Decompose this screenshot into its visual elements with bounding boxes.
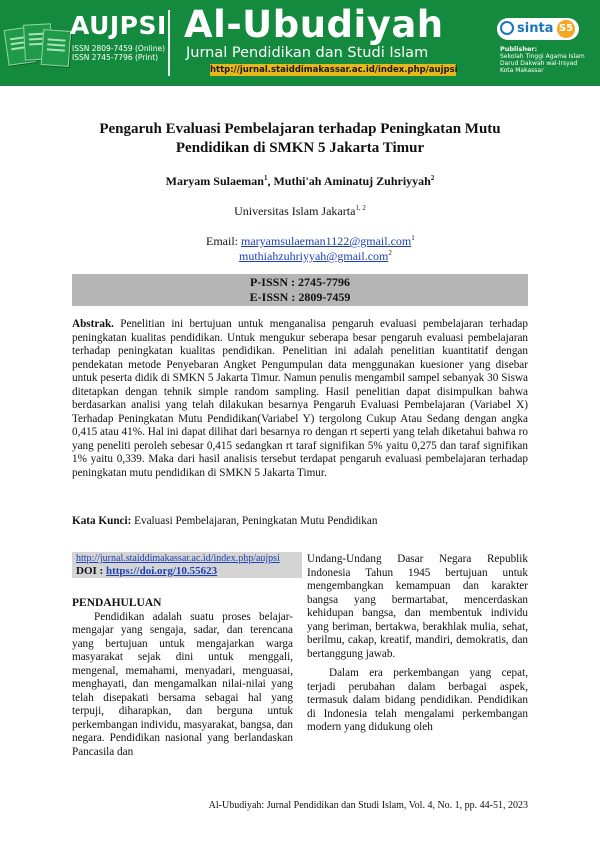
article-title-line1: Pengaruh Evaluasi Pembelajaran terhadap Peningkatan Mutu	[99, 121, 501, 137]
journal-url-link[interactable]: http://jurnal.staiddimakassar.ac.id/index.php/aujpsi	[76, 553, 280, 564]
author-affiliation-mark: 1	[263, 174, 268, 182]
issn-bar	[72, 274, 528, 306]
email-label: Email:	[206, 234, 241, 248]
email-block	[206, 234, 415, 264]
doi-link[interactable]: https://doi.org/10.55623	[105, 565, 218, 577]
keywords-text: Evaluasi Pembelajaran, Peningkatan Mutu Pendidikan	[131, 515, 378, 527]
doi-bar	[72, 552, 302, 578]
abstract-text: Penelitian ini bertujuan untuk menganalisa pengaruh evaluasi pembelajaran terhadap peningkatan kualitas pendidikan. Untuk mengukur seberapa besar pengaruh evaluasi pembelajaran terhadap peningkatan kualitas pendidikan. Penelitian ini adalah penelitian kuantitatif dengan pendekatan metode Penyebaran Angket Pengumpulan data menggunakan kuesioner yang disebar untuk peserta didik di SMKN 5 Jakarta Timur. Namun penulis mengambil sampel sebanyak 30 Siswa ditetapkan dengan tehnik simple random sampling. Hasil penelitian dapat disimpulkan bahwa berdasarkan analisi yang telah dilakukan besarnya Pengaruh Evaluasi Pembelajaran (Variabel X) Terhadap Peningkatan Mutu Pendidikan(Variabel Y) tergolong Cukup Atau Sedang dengan angka 0,415 atau 41%. Hal ini dapat dilihat dari besarnya ro dengan rt seperti yang telah diketahui bahwa ro yang peneliti peroleh sebesar 0,415 sedangkan rt taraf signifikan 5% yaitu 0,275 dan taraf signifikan 1% yaitu 0,339. Maka dari hasil analisis tersebut terdapat pengaruh evaluasi pembelajaran terhadap peningkatan mutu pendidikan di SMKN 5 Jakarta Timur.	[72, 318, 528, 479]
author-name: Muthi'ah Aminatuj Zuhriyyah	[273, 174, 431, 188]
issn-online: ISSN 2809-7459 (Online)	[72, 44, 166, 53]
author-separator: ,	[267, 174, 274, 188]
journal-title: Al-Ubudiyah	[184, 3, 444, 46]
e-issn: E-ISSN : 2809-7459	[249, 290, 351, 304]
doi-label: DOI :	[76, 565, 106, 577]
email-mark: 1	[411, 234, 415, 242]
section-heading: PENDAHULUAN	[72, 597, 162, 609]
publisher-line: Sekolah Tinggi Agama Islam	[500, 53, 585, 60]
affiliation-mark: 1, 2	[355, 204, 366, 212]
keywords-label: Kata Kunci:	[72, 515, 132, 527]
publisher-info	[500, 46, 596, 74]
email-link[interactable]: maryamsulaeman1122@gmail.com	[241, 234, 412, 248]
keywords	[72, 514, 528, 528]
body-column-left	[72, 597, 293, 759]
issn-print: ISSN 2745-7796 (Print)	[72, 53, 159, 62]
sinta-logo-icon	[500, 21, 514, 35]
sinta-label: sinta	[517, 21, 554, 36]
abstract	[72, 318, 528, 480]
author-list	[60, 174, 540, 189]
article-title	[60, 120, 540, 158]
body-column-right	[307, 553, 528, 735]
author-affiliation-mark: 2	[430, 174, 435, 182]
body-paragraph: Dalam era perkembangan yang cepat, terjadi perubahan dalam berbagai aspek, termasuk dalam bidang pendidikan. Pendidikan di Indonesia telah mengalami perkembangan modern yang didukung oleh	[307, 667, 528, 733]
journal-logo-text: AUJPSI	[70, 11, 167, 40]
body-paragraph: Pendidikan adalah suatu proses belajar-mengajar yang sengaja, sadar, dan terencana yang bertujuan untuk mengajarkan warga masyarakat sejak dini untuk menggali, mengenal, memahami, menyadari, menguasai, menghayati, dan mengamalkan nilai-nilai yang telah disepakati bersama sebagai hal yang terpuji, diharapkan, dan berguna untuk perkembangan individu, masyarakat, bangsa, dan negara. Pendidikan nasional yang berlandaskan Pancasila dan	[72, 610, 293, 758]
email-link[interactable]: muthiahzuhriyyah@gmail.com	[239, 249, 389, 263]
page-footer: Al-Ubudiyah: Jurnal Pendidikan dan Studi Islam, Vol. 4, No. 1, pp. 44-51, 2023	[208, 800, 528, 811]
doi-line	[76, 565, 298, 577]
affiliation-name: Universitas Islam Jakarta	[234, 204, 356, 218]
email-mark: 2	[388, 249, 392, 257]
sinta-badge[interactable]	[497, 18, 579, 40]
books-logo-icon	[4, 14, 68, 70]
body-paragraph: Undang-Undang Dasar Negara Republik Indonesia Tahun 1945 bertujuan untuk mengembangkan kemampuan dan karakter bangsa yang bermartabat, mencerdaskan kehidupan bangsa, dan membentuk individu yang beriman, bertakwa, berakhlak mulia, sehat, berilmu, cakap, kreatif, mandiri, demokratis, dan bertanggung jawab.	[307, 553, 528, 660]
abstract-label: Abstrak.	[72, 318, 114, 330]
article-title-line2: Pendidikan di SMKN 5 Jakarta Timur	[175, 140, 425, 156]
journal-subtitle: Jurnal Pendidikan dan Studi Islam	[186, 45, 429, 61]
publisher-label: Publisher:	[500, 45, 538, 53]
header-divider	[168, 10, 170, 76]
sinta-rank: S5	[557, 20, 575, 38]
publisher-line: Kota Makassar	[500, 67, 544, 74]
author-name: Maryam Sulaeman	[165, 174, 264, 188]
affiliation	[60, 204, 540, 219]
journal-header-banner	[0, 0, 600, 86]
p-issn: P-ISSN : 2745-7796	[249, 275, 350, 289]
publisher-line: Darud Dakwah wal-Irsyad	[500, 60, 578, 67]
journal-url-link[interactable]: http://jurnal.staiddimakassar.ac.id/index.php/aujpsi	[210, 65, 458, 75]
